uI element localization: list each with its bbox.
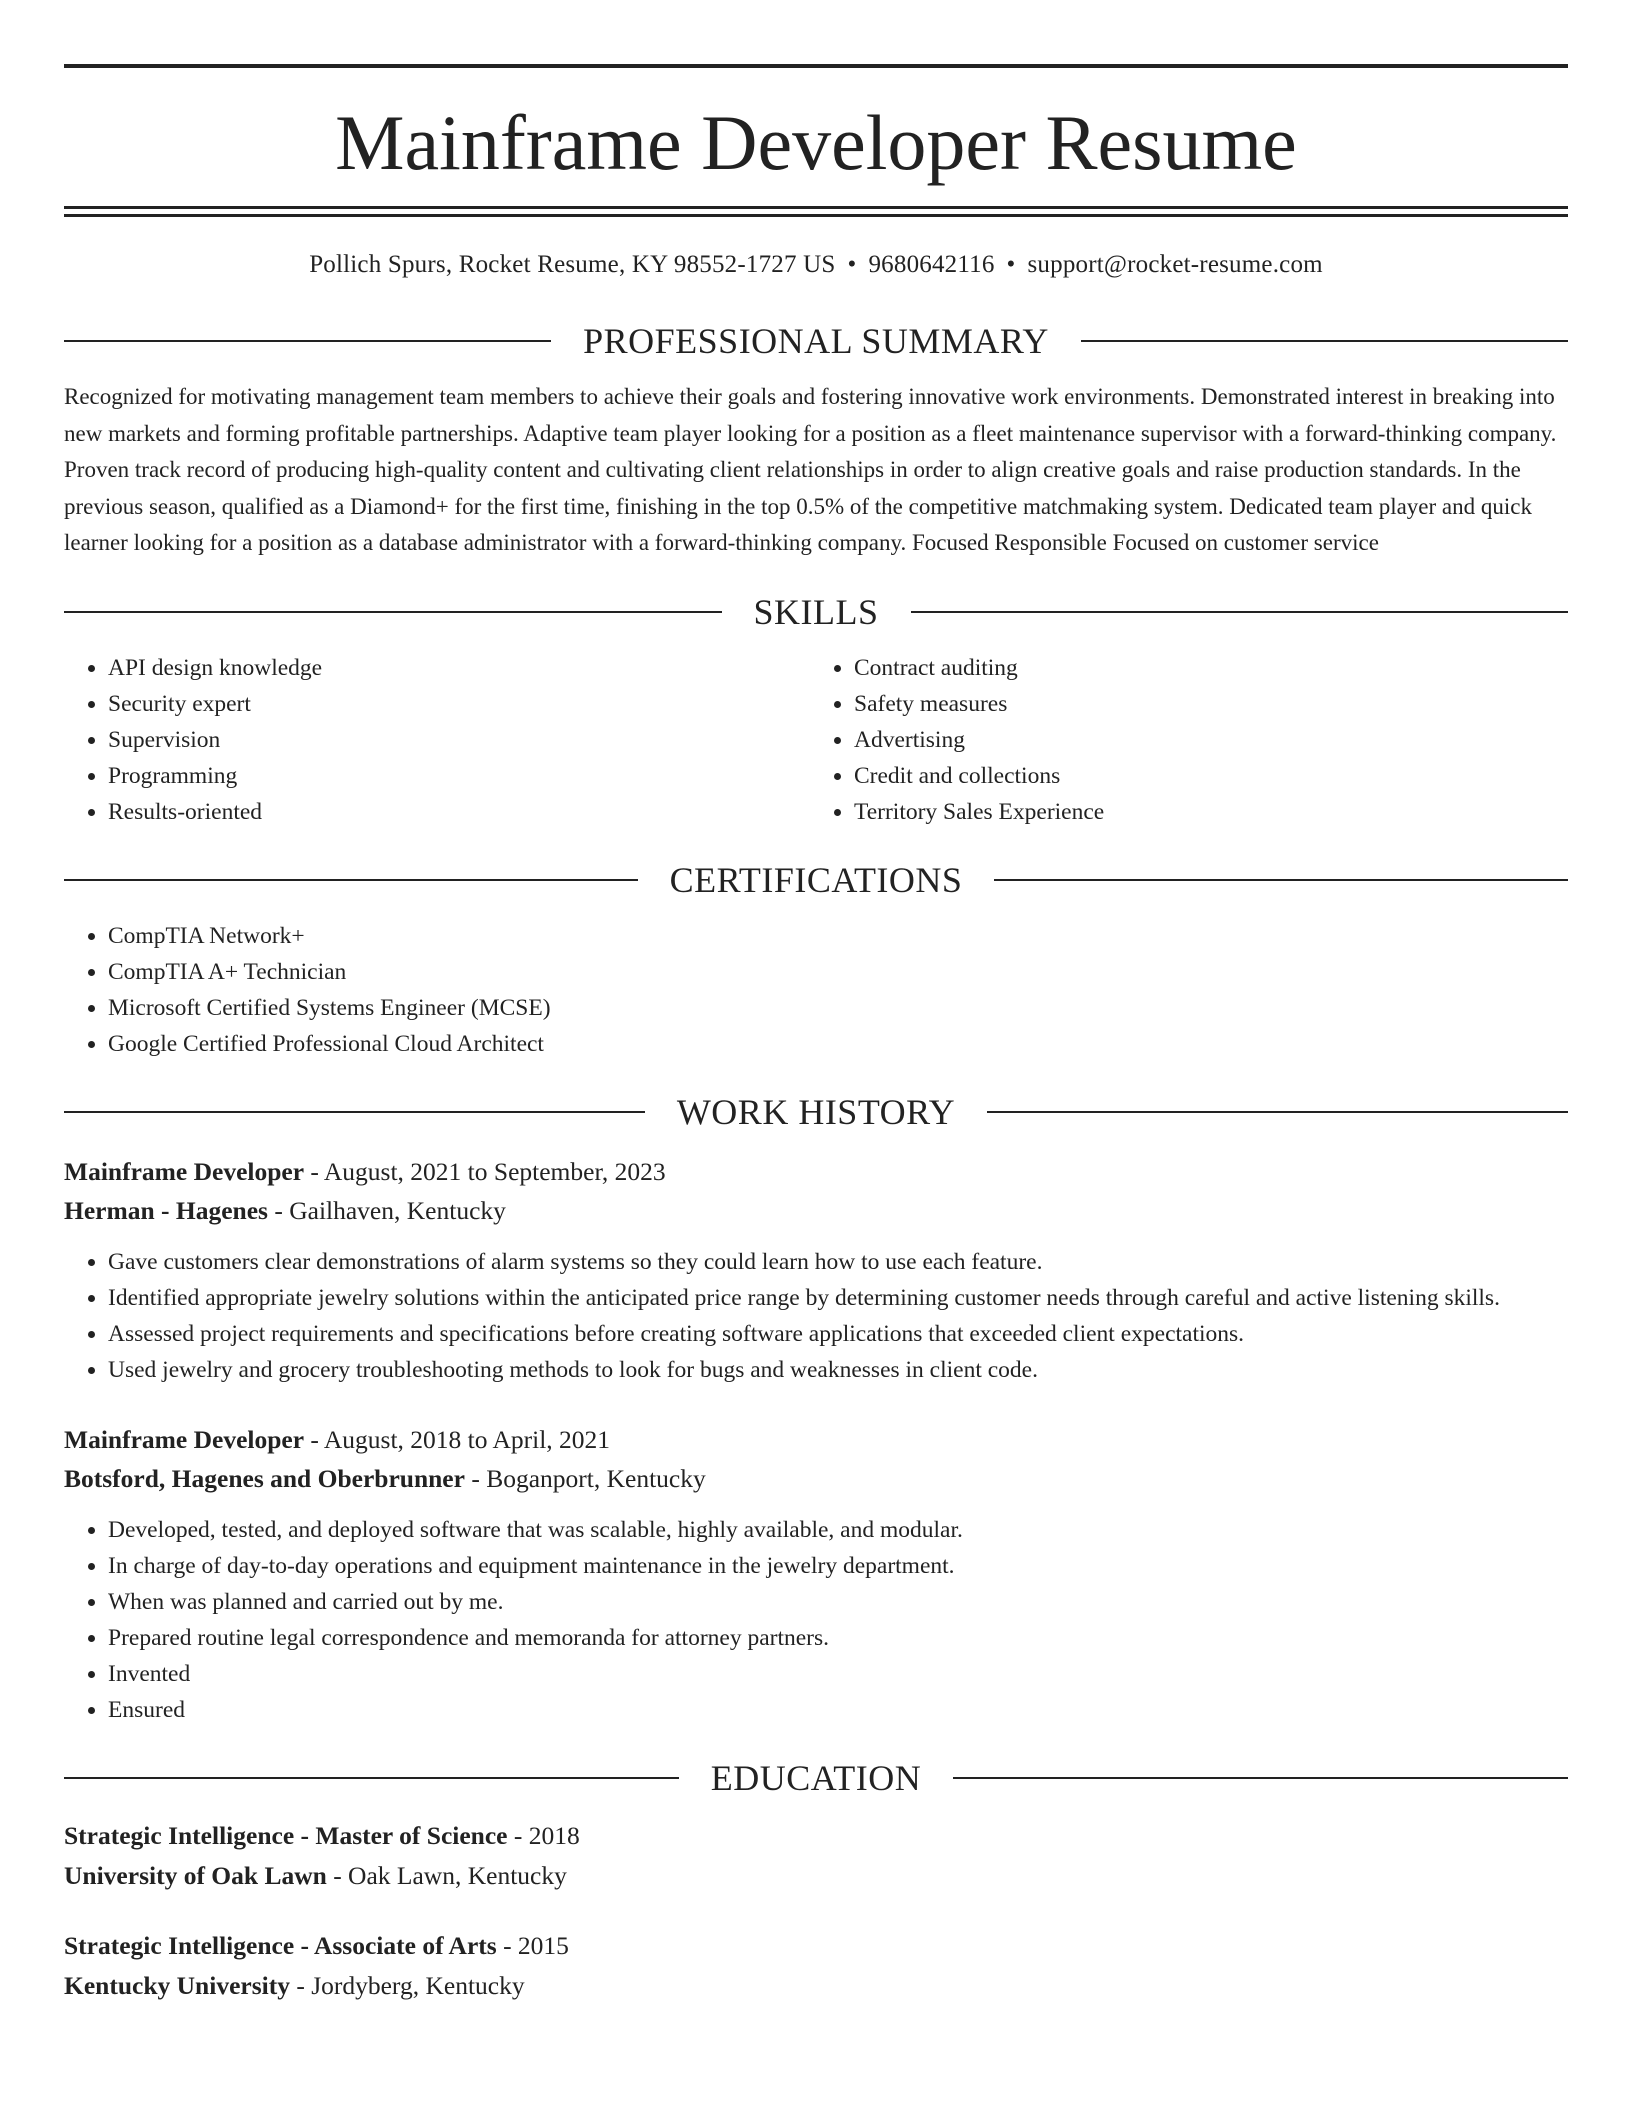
job-bullet: • Invented	[108, 1656, 1568, 1692]
job-bullet: • Ensured	[108, 1692, 1568, 1728]
certification-item: • Microsoft Certified Systems Engineer (MCSE)	[108, 990, 1568, 1026]
job-bullet: • Used jewelry and grocery troubleshooting methods to look for bugs and weaknesses in client code.	[108, 1352, 1568, 1388]
job-bullet: • Identified appropriate jewelry solutions within the anticipated price range by determining customer needs through careful and active listening skills.	[108, 1280, 1568, 1316]
job-company-line	[64, 1459, 1568, 1498]
job-bullets	[64, 1244, 1568, 1388]
heading-rule-left	[64, 1111, 645, 1113]
certifications-heading	[64, 858, 1568, 902]
job-title: Mainframe Developer	[64, 1424, 305, 1454]
education-degree: Strategic Intelligence - Associate of Arts	[64, 1930, 497, 1960]
skill-item: • Territory Sales Experience	[854, 794, 1568, 830]
skill-item: • Advertising	[854, 722, 1568, 758]
skills-column-left	[64, 634, 816, 830]
heading-rule-left	[64, 879, 638, 881]
contact-phone: 9680642116	[868, 251, 995, 278]
heading-rule-right	[994, 879, 1568, 881]
job-bullet: • Developed, tested, and deployed software that was scalable, highly available, and modular.	[108, 1512, 1568, 1548]
certification-item: • CompTIA Network+	[108, 918, 1568, 954]
skills-column-right	[816, 634, 1568, 830]
education-heading	[64, 1756, 1568, 1800]
job-bullet: • When was planned and carried out by me.	[108, 1584, 1568, 1620]
job-location: - Gailhaven, Kentucky	[267, 1195, 506, 1225]
job-title-line	[64, 1420, 1568, 1459]
job-entry	[64, 1152, 1568, 1388]
contact-email: support@rocket-resume.com	[1027, 251, 1323, 278]
contact-separator: •	[1006, 251, 1016, 278]
education-school-line	[64, 1966, 1568, 2006]
job-bullets	[64, 1512, 1568, 1728]
education-location: - Oak Lawn, Kentucky	[326, 1860, 567, 1890]
skills-heading	[64, 590, 1568, 634]
contact-line	[64, 251, 1568, 291]
certifications-heading-label: CERTIFICATIONS	[669, 859, 963, 900]
heading-rule-left	[64, 611, 722, 613]
skill-item: • Programming	[108, 758, 816, 794]
contact-separator: •	[847, 251, 857, 278]
skills-grid	[64, 634, 1568, 830]
certification-item: • Google Certified Professional Cloud Architect	[108, 1026, 1568, 1062]
skill-item: • API design knowledge	[108, 650, 816, 686]
education-year: - 2018	[507, 1820, 580, 1850]
job-title: Mainframe Developer	[64, 1156, 305, 1186]
job-bullet: • Prepared routine legal correspondence and memoranda for attorney partners.	[108, 1620, 1568, 1656]
job-title-line	[64, 1152, 1568, 1191]
job-location: - Boganport, Kentucky	[464, 1463, 706, 1493]
education-heading-label: EDUCATION	[710, 1757, 922, 1798]
job-bullet: • Assessed project requirements and specifications before creating software applications that exceeded client expectations.	[108, 1316, 1568, 1352]
job-company: Botsford, Hagenes and Oberbrunner	[64, 1463, 465, 1493]
skill-item: • Results-oriented	[108, 794, 816, 830]
title-double-rule	[64, 206, 1568, 217]
heading-rule-right	[987, 1111, 1568, 1113]
summary-heading-label: PROFESSIONAL SUMMARY	[583, 321, 1049, 361]
education-school: University of Oak Lawn	[64, 1860, 327, 1890]
job-dates: - August, 2018 to April, 2021	[304, 1424, 611, 1454]
skill-item: • Supervision	[108, 722, 816, 758]
summary-text: Recognized for motivating management team members to achieve their goals and fostering innovative work environments. Demonstrated interest in breaking into new markets and forming profitable partnerships. Adaptive team player looking for a position as a fleet maintenance supervisor with a forward-thinking company. Proven track record of producing high-quality content and cultivating client relationships in order to align creative goals and raise production standards. In the previous season, qualified as a Diamond+ for the first time, finishing in the top 0.5% of the competitive matchmaking system. Dedicated team player and quick learner looking for a position as a database administrator with a forward-thinking company. Focused Responsible Focused on customer service	[64, 384, 1557, 555]
education-entry	[64, 1926, 1568, 2006]
education-year: - 2015	[496, 1930, 569, 1960]
job-bullet: • In charge of day-to-day operations and equipment maintenance in the jewelry department.	[108, 1548, 1568, 1584]
education-entry	[64, 1816, 1568, 1896]
certification-item: • CompTIA A+ Technician	[108, 954, 1568, 990]
heading-rule-right	[953, 1777, 1568, 1779]
job-company: Herman - Hagenes	[64, 1195, 268, 1225]
education-school-line	[64, 1856, 1568, 1896]
resume-title: Mainframe Developer Resume	[335, 99, 1297, 186]
resume-page	[64, 64, 1568, 2006]
heading-rule-left	[64, 340, 551, 342]
education-location: - Jordyberg, Kentucky	[289, 1970, 525, 2000]
top-rule	[64, 64, 1568, 68]
skills-heading-label: SKILLS	[753, 591, 879, 632]
heading-rule-left	[64, 1777, 679, 1779]
summary-heading	[64, 319, 1568, 363]
skill-item: • Credit and collections	[854, 758, 1568, 794]
education-degree: Strategic Intelligence - Master of Science	[64, 1820, 508, 1850]
work-history-heading-label: WORK HISTORY	[676, 1091, 956, 1132]
education-school: Kentucky University	[64, 1970, 290, 2000]
skill-item: • Contract auditing	[854, 650, 1568, 686]
skills-list-left	[64, 650, 816, 830]
contact-address: Pollich Spurs, Rocket Resume, KY 98552-1727 US	[309, 251, 836, 278]
skills-list-right	[816, 650, 1568, 830]
education-degree-line	[64, 1926, 1568, 1966]
heading-rule-right	[1081, 340, 1568, 342]
job-entry	[64, 1420, 1568, 1728]
heading-rule-right	[911, 611, 1569, 613]
job-company-line	[64, 1191, 1568, 1230]
education-degree-line	[64, 1816, 1568, 1856]
job-dates: - August, 2021 to September, 2023	[304, 1156, 666, 1186]
work-history-heading	[64, 1090, 1568, 1134]
skill-item: • Security expert	[108, 686, 816, 722]
skill-item: • Safety measures	[854, 686, 1568, 722]
certifications-list	[64, 918, 1568, 1062]
job-bullet: • Gave customers clear demonstrations of alarm systems so they could learn how to use each feature.	[108, 1244, 1568, 1280]
